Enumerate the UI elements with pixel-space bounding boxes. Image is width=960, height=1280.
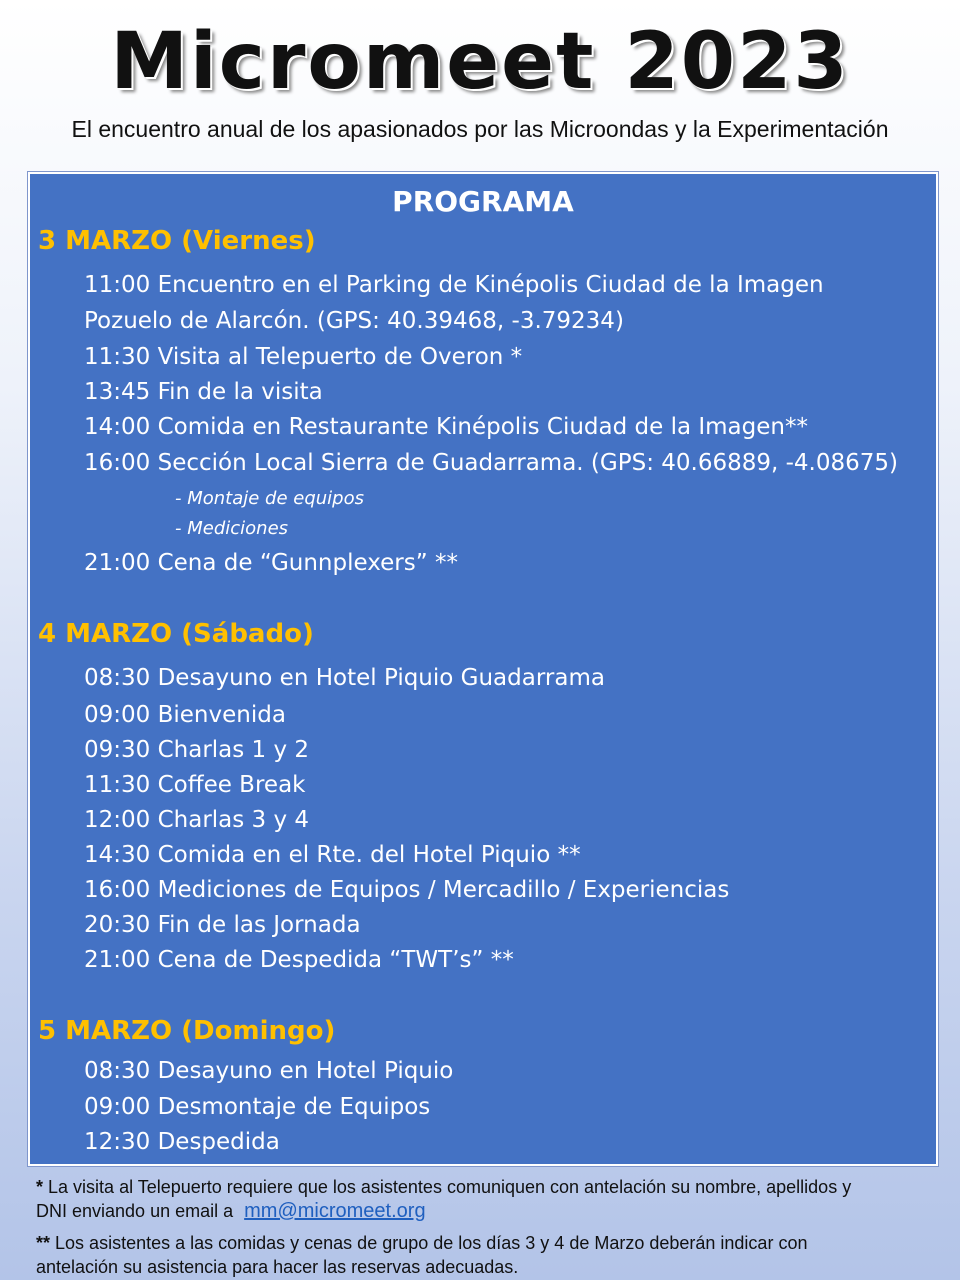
schedule-item: 21:00 Cena de “Gunnplexers” ** bbox=[84, 550, 458, 576]
schedule-item: 21:00 Cena de Despedida “TWT’s” ** bbox=[84, 947, 514, 973]
schedule-item: 11:30 Coffee Break bbox=[84, 772, 306, 798]
schedule-item: 16:00 Sección Local Sierra de Guadarrama. (GPS: 40.66889, -4.08675) bbox=[84, 450, 899, 476]
schedule-item: 14:30 Comida en el Rte. del Hotel Piquio ** bbox=[84, 842, 581, 868]
schedule-item: 09:30 Charlas 1 y 2 bbox=[84, 737, 310, 763]
footnote-marker: ** bbox=[36, 1233, 51, 1253]
footnote-telepuerto-cont bbox=[36, 1199, 936, 1223]
footnote-text: La visita al Telepuerto requiere que los asistentes comuniquen con antelación su nombre, apellidos y bbox=[48, 1177, 852, 1197]
schedule-item: 16:00 Mediciones de Equipos / Mercadillo / Experiencias bbox=[84, 877, 730, 903]
footnote-meals-cont bbox=[36, 1255, 936, 1279]
schedule-item: 12:30 Despedida bbox=[84, 1129, 280, 1155]
schedule-subitem: - Mediciones bbox=[175, 518, 289, 539]
schedule-item: 11:30 Visita al Telepuerto de Overon * bbox=[84, 344, 523, 370]
footnote-meals bbox=[36, 1231, 936, 1255]
schedule-item: 13:45 Fin de la visita bbox=[84, 379, 323, 405]
day-heading-sunday: 5 MARZO (Domingo) bbox=[38, 1016, 336, 1046]
schedule-item: 12:00 Charlas 3 y 4 bbox=[84, 807, 310, 833]
schedule-item: 20:30 Fin de las Jornada bbox=[84, 912, 361, 938]
program-title: PROGRAMA bbox=[392, 185, 574, 218]
schedule-item: 08:30 Desayuno en Hotel Piquio Guadarrama bbox=[84, 665, 605, 691]
footnote-telepuerto bbox=[36, 1175, 936, 1199]
footnote-marker: * bbox=[36, 1177, 44, 1197]
schedule-item: 09:00 Bienvenida bbox=[84, 702, 286, 728]
schedule-item: 14:00 Comida en Restaurante Kinépolis Ciudad de la Imagen** bbox=[84, 414, 808, 440]
schedule-subitem: - Montaje de equipos bbox=[175, 488, 364, 509]
schedule-item: 11:00 Encuentro en el Parking de Kinépolis Ciudad de la Imagen bbox=[84, 272, 824, 298]
page-title: Micromeet 2023 bbox=[110, 17, 850, 107]
schedule-item: Pozuelo de Alarcón. (GPS: 40.39468, -3.79234) bbox=[84, 308, 624, 334]
footnote-text: antelación su asistencia para hacer las reservas adecuadas. bbox=[36, 1257, 519, 1277]
schedule-item: 09:00 Desmontaje de Equipos bbox=[84, 1094, 431, 1120]
day-heading-friday: 3 MARZO (Viernes) bbox=[38, 226, 316, 256]
schedule-item: 08:30 Desayuno en Hotel Piquio bbox=[84, 1058, 454, 1084]
email-link[interactable]: mm@micromeet.org bbox=[244, 1200, 426, 1222]
day-heading-saturday: 4 MARZO (Sábado) bbox=[38, 619, 314, 649]
footnote-text: DNI enviando un email a bbox=[36, 1201, 234, 1221]
page-subtitle: El encuentro anual de los apasionados por las Microondas y la Experimentación bbox=[71, 116, 889, 142]
footnote-text: Los asistentes a las comidas y cenas de grupo de los días 3 y 4 de Marzo deberán indicar con bbox=[55, 1233, 808, 1253]
program-panel bbox=[28, 172, 938, 1166]
